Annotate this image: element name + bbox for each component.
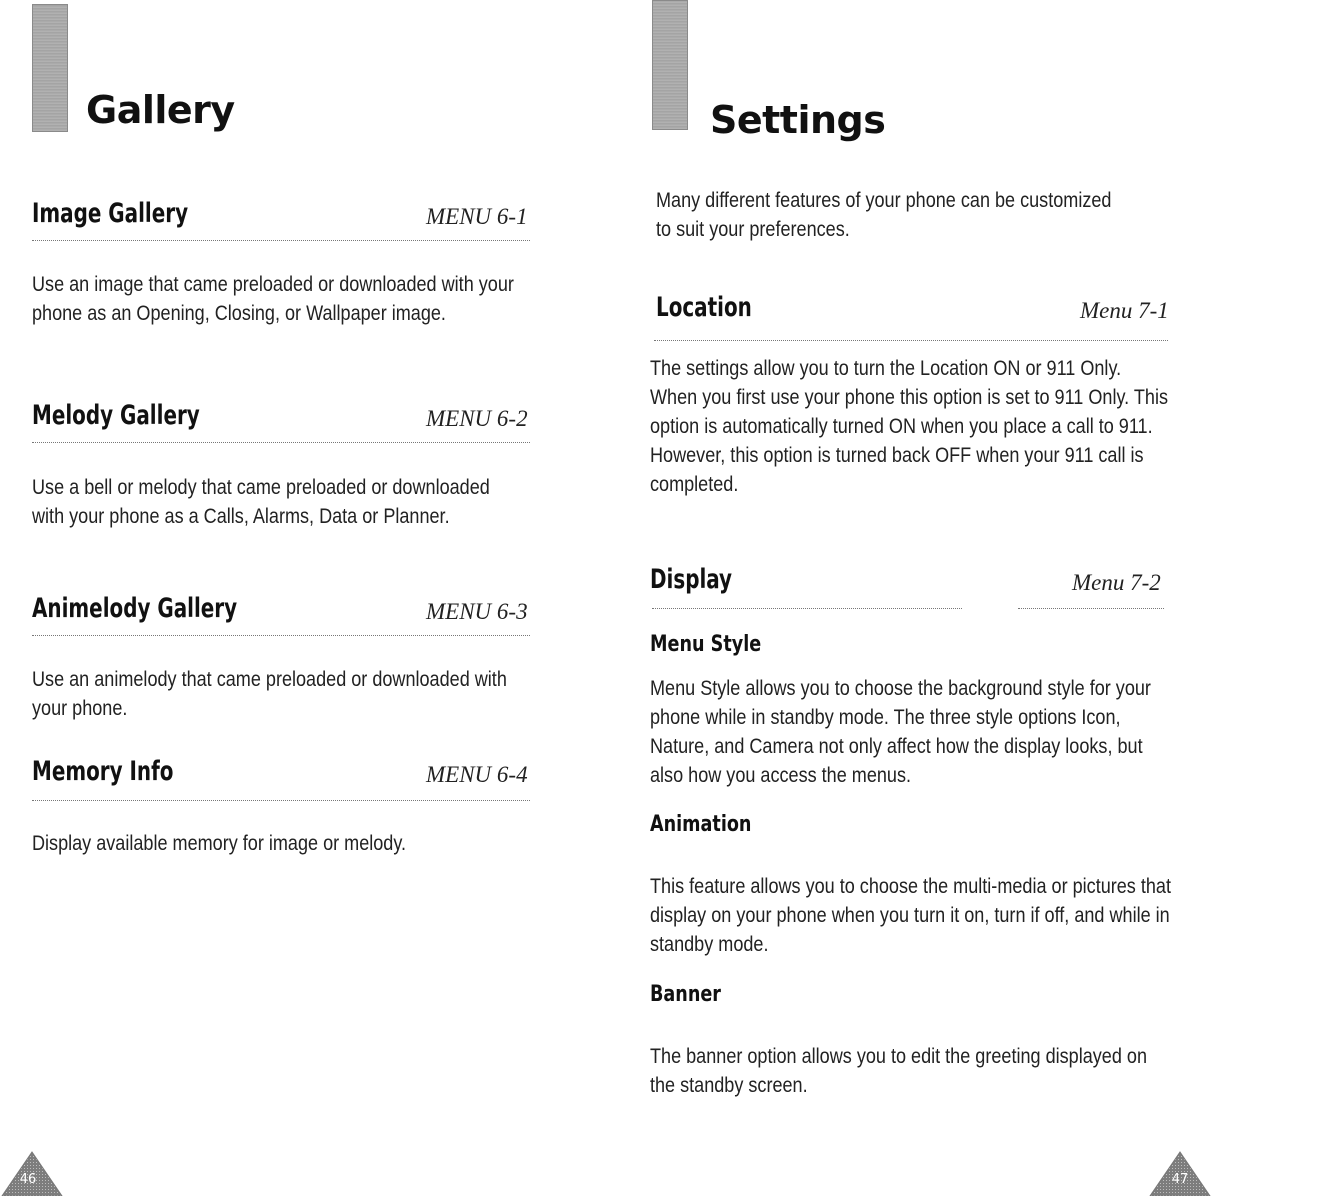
section-heading: Memory Info [32, 756, 174, 787]
section-heading: Melody Gallery [32, 400, 200, 431]
section-divider [652, 608, 962, 609]
subsection-body: Menu Style allows you to choose the background style for your phone while in standby mode. The three style options Icon, Nature, and Camera not only affect how the display looks, but also how you access the menus. [650, 677, 1151, 787]
section-heading: Location [656, 292, 752, 323]
section-body: Use an image that came preloaded or downloaded with your phone as an Opening, Closing, or Wallpaper image. [32, 273, 514, 325]
left-page [0, 0, 664, 1198]
chapter-bar-icon [32, 4, 68, 132]
section-divider [32, 240, 530, 241]
section-heading: Display [650, 564, 733, 595]
menu-reference: Menu 7-2 [1072, 570, 1161, 595]
chapter-title: Settings [710, 98, 886, 142]
section-divider [32, 635, 530, 636]
menu-reference: MENU 6-4 [426, 762, 528, 787]
menu-reference: MENU 6-3 [426, 599, 528, 624]
section-body: Use a bell or melody that came preloaded or downloaded with your phone as a Calls, Alarms, Data or Planner. [32, 476, 490, 528]
section-divider [32, 442, 530, 443]
section-body: The settings allow you to turn the Location ON or 911 Only. When you first use your phone this option is set to 911 Only. This option is automatically turned ON when you place a call to 911. However, this option is turned back OFF when your 911 call is completed. [650, 357, 1169, 496]
menu-reference: Menu 7-1 [1080, 298, 1169, 323]
section-heading: Image Gallery [32, 198, 189, 229]
page-number: 46 [19, 1172, 37, 1187]
section-divider [654, 340, 1168, 341]
section-divider [1018, 608, 1164, 609]
section-heading: Animelody Gallery [32, 593, 238, 624]
section-body: Display available memory for image or melody. [32, 832, 407, 855]
section-divider [32, 800, 530, 801]
menu-reference: MENU 6-1 [426, 204, 528, 229]
subsection-heading: Animation [650, 812, 752, 837]
page-number: 47 [1171, 1172, 1189, 1187]
section-body: Use an animelody that came preloaded or downloaded with your phone. [32, 668, 507, 720]
subsection-body: This feature allows you to choose the multi-media or pictures that display on your phone when you turn it on, turn if off, and while in standby mode. [650, 875, 1171, 956]
subsection-heading: Banner [650, 982, 721, 1007]
subsection-heading: Menu Style [650, 632, 762, 657]
menu-reference: MENU 6-2 [426, 406, 528, 431]
intro-text: Many different features of your phone can be customized to suit your preferences. [656, 189, 1112, 241]
right-page [640, 0, 1329, 1198]
chapter-bar-icon [652, 0, 688, 130]
chapter-title: Gallery [86, 88, 235, 132]
subsection-body: The banner option allows you to edit the greeting displayed on the standby screen. [650, 1045, 1147, 1097]
